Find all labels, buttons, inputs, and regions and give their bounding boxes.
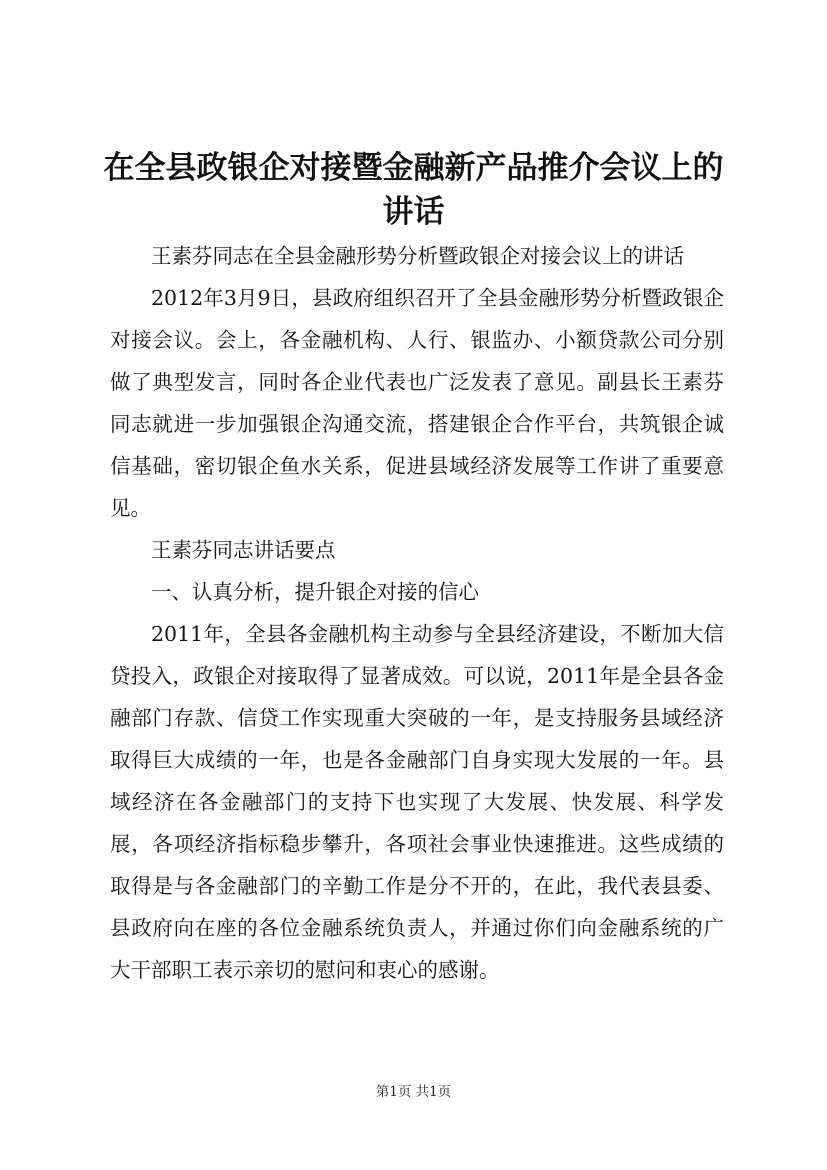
page-number-footer: 第1页 共1页 <box>375 1084 452 1100</box>
paragraph-speech-heading: 王素芬同志在全县金融形势分析暨政银企对接会议上的讲话 <box>151 244 684 268</box>
document-body <box>110 235 724 991</box>
paragraph-section-one-heading: 一、认真分析，提升银企对接的信心 <box>151 580 479 604</box>
paragraph-meeting-summary: 2012年3月9日，县政府组织召开了全县金融形势分析暨政银企对接会议。会上，各金融机构、人行、银监办、小额贷款公司分别做了典型发言，同时各企业代表也广泛发表了意见。副县长王素芬同志就进一步加强银企沟通交流，搭建银企合作平台，共筑银企诚信基础，密切银企鱼水关系，促进县域经济发展等工作讲了重要意见。 <box>110 286 724 520</box>
paragraph-section-one-body: 2011年，全县各金融机构主动参与全县经济建设，不断加大信贷投入，政银企对接取得了显著成效。可以说，2011年是全县各金融部门存款、信贷工作实现重大突破的一年，是支持服务县域经济取得巨大成绩的一年，也是各金融部门自身实现大发展的一年。县域经济在各金融部门的支持下也实现了大发展、快发展、科学发展，各项经济指标稳步攀升，各项社会事业快速推进。这些成绩的取得是与各金融部门的辛勤工作是分不开的，在此，我代表县委、县政府向在座的各位金融系统负责人，并通过你们向金融系统的广大干部职工表示亲切的慰问和衷心的感谢。 <box>110 622 724 982</box>
paragraph-speech-points-label: 王素芬同志讲话要点 <box>151 538 336 562</box>
document-title: 在全县政银企对接暨金融新产品推介会议上的讲话 <box>103 150 724 230</box>
